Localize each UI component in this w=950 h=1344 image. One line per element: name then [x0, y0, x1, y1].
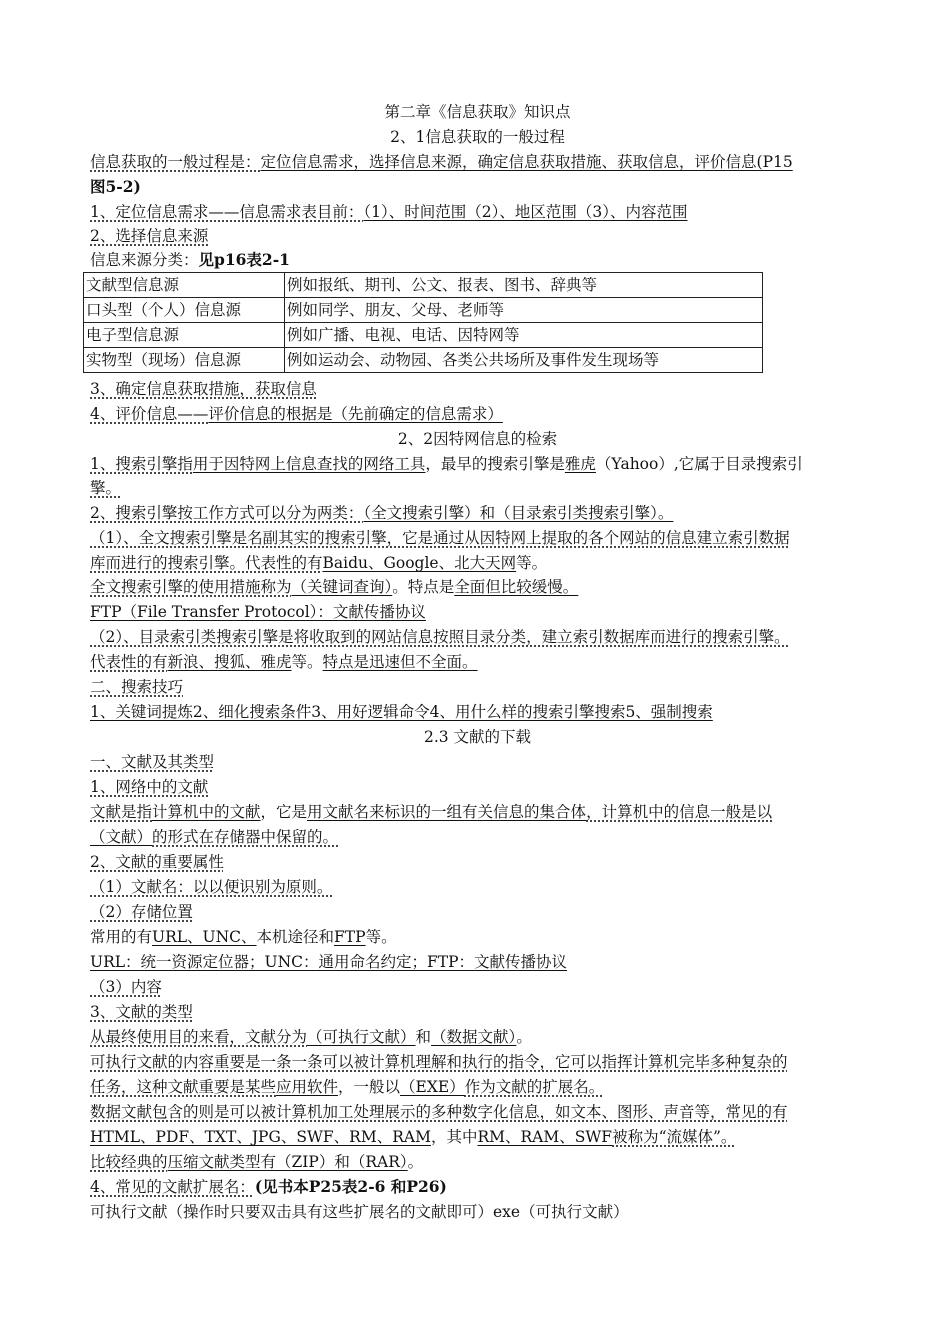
text: 2、搜索引擎按工作方式可以分为两类： — [90, 504, 364, 522]
text: 被称为“流媒体”。 — [612, 1128, 737, 1146]
text: 作为文献的扩展名。 — [464, 1078, 605, 1096]
text: 全文搜索引擎的使用措施称为 — [90, 578, 292, 596]
text-underlined: 应用软件 — [276, 1078, 339, 1096]
text: 。特点是 — [392, 578, 455, 596]
paragraph-data-formats — [90, 1125, 865, 1149]
text: 信息来源分类： — [90, 251, 199, 269]
table-row — [84, 273, 763, 298]
table-cell: 口头型（个人）信息源 — [84, 298, 285, 323]
source-table — [83, 272, 763, 373]
paragraph-file-kinds — [90, 1025, 865, 1049]
text-bold: (见书本P25表2-6 和P26) — [254, 1177, 447, 1196]
text: 等。 — [291, 653, 323, 671]
text: ，一般以 — [338, 1078, 401, 1096]
text-underlined: （全文搜索引擎）和（目录索引类搜索引擎）。 — [363, 504, 674, 522]
text: 4、评价信息—— — [90, 405, 209, 423]
search-tips-heading: 二、搜索技巧 — [90, 678, 184, 696]
text: 的形式在存储器中保留的。 — [152, 828, 339, 846]
paragraph-exe: 可执行文献（操作时只要双击具有这些扩展名的文献即可）exe（可执行文献） — [90, 1203, 629, 1221]
document-title: 第二章《信息获取》知识点 — [384, 103, 571, 121]
table-cell: 实物型（现场）信息源 — [84, 348, 285, 373]
text-underlined: 评价信息的根据是（先前确定的信息需求） — [208, 405, 503, 423]
text-underlined: 用文献名来标识的一组有关信息的集合体 — [307, 803, 587, 821]
text-underlined: URL、UNC、 — [152, 928, 257, 946]
paragraph-process-ref: 图5-2) — [90, 177, 141, 196]
text-underlined: （数据文献） — [431, 1028, 517, 1046]
text-underlined: 全面但比较缓慢。 — [454, 578, 579, 596]
text: 文献是指 — [90, 803, 153, 821]
text: 1、搜索引擎指 — [90, 455, 193, 473]
text-underlined: 新浪、搜狐、雅虎 — [167, 653, 292, 671]
text: 比较经典的 — [90, 1153, 168, 1171]
text-underlined: 定位信息需求，选择信息来源，确定信息获取措施、获取信息，评价信息(P15 — [260, 153, 793, 171]
search-tips-list: 1、关键词提炼2、细化搜索条件3、用好逻辑命令4、用什么样的搜索引擎搜索5、强制搜索 — [90, 703, 713, 721]
item-2: 2、选择信息来源 — [90, 227, 209, 245]
paragraph-compressed — [90, 1150, 865, 1174]
text: 从最终使用目的来看，文献分为 — [90, 1028, 308, 1046]
text-underlined: （EXE） — [400, 1078, 465, 1096]
text-underlined: （1）、时间范围（2）、地区范围（3）、内容范围 — [363, 203, 688, 221]
ftp-definition: FTP（File Transfer Protocol）：文献传播协议 — [90, 603, 426, 621]
paragraph-continued: 擎。 — [90, 479, 122, 497]
attribute-content: （3）内容 — [90, 978, 162, 996]
table-cell: 例如同学、朋友、父母、老师等 — [285, 298, 763, 323]
text-underlined: HTML、PDF、TXT、JPG、SWF、RM、RAM — [90, 1128, 431, 1146]
paragraph-fulltext-examples — [90, 551, 865, 575]
section-heading-2-1: 2、1信息获取的一般过程 — [390, 128, 565, 146]
table-cell: 例如广播、电视、电话、因特网等 — [285, 323, 763, 348]
paragraph-common-paths — [90, 925, 865, 949]
text-underlined: 压缩文献类型有（ZIP）和（RAR） — [167, 1153, 408, 1171]
text: 。 — [407, 1153, 424, 1171]
text-underlined: （关键词查询） — [291, 578, 393, 596]
paragraph-fulltext-method — [90, 575, 865, 599]
text: 1、定位信息需求——信息需求表目前： — [90, 203, 364, 221]
paragraph-process — [90, 150, 865, 174]
file-types-heading: 一、文献及其类型 — [90, 753, 215, 771]
text: ，最早的搜索引擎是 — [425, 455, 565, 473]
section-heading-2-3: 2.3 文献的下载 — [423, 728, 532, 746]
table-row — [84, 323, 763, 348]
text-underlined: 特点是迅速但不全面。 — [322, 653, 478, 671]
text: 4、常见的文献扩展名： — [90, 1178, 255, 1196]
path-definitions: URL：统一资源定位器；UNC：通用命名约定；FTP：文献传播协议 — [90, 953, 568, 971]
network-files-heading: 1、网络中的文献 — [90, 778, 209, 796]
source-classification — [90, 248, 865, 272]
paragraph-executable: 可执行文献的内容重要是一条一条可以被计算机理解和执行的指令，它可以指挥计算机完毕多种复杂的 — [90, 1053, 788, 1071]
paragraph-executable-ext — [90, 1075, 865, 1099]
text: ，计算机中的信息一般是以 — [586, 803, 773, 821]
paragraph-directory-examples — [90, 650, 865, 674]
text-underlined: （可执行文献） — [307, 1028, 416, 1046]
text-underlined: RM、RAM、SWF — [477, 1128, 613, 1146]
paragraph-fulltext: （1）、全文搜索引擎是名副其实的搜索引擎，它是通过从因特网上提取的各个网站的信息建立索引数据 — [90, 529, 790, 547]
text-underlined: Baidu、Google、北大天网 — [322, 554, 517, 572]
text: 。 — [516, 1028, 532, 1046]
text-underlined: 计算机中的文献 — [152, 803, 261, 821]
text-underlined: 雅虎 — [564, 455, 596, 473]
text: ，其中 — [430, 1128, 478, 1146]
text-bold: 见p16表2-1 — [198, 250, 290, 269]
paragraph-data-files: 数据文献包含的则是可以被计算机加工处理展示的多种数字化信息，如文本、图形、声音等，常见的有 — [90, 1103, 788, 1121]
text: 等。 — [516, 554, 548, 572]
text: 本机途径和 — [256, 928, 335, 946]
table-row — [84, 348, 763, 373]
item-4 — [90, 402, 865, 426]
text: 库而进行的搜索引擎。代表性的有 — [90, 554, 323, 572]
attribute-location: （2）存储位置 — [90, 903, 193, 921]
text: 信息获取的一般过程是： — [90, 153, 261, 171]
text: ，它是 — [260, 803, 308, 821]
text: 任务，这种文献重要是某些 — [90, 1078, 277, 1096]
text: 代表性的有 — [90, 653, 168, 671]
text-underlined: （文献） — [90, 828, 153, 846]
table-cell: 例如运动会、动物园、各类公共场所及事件发生现场等 — [285, 348, 763, 373]
text-underlined: FTP — [334, 928, 366, 946]
file-kinds-heading: 3、文献的类型 — [90, 1003, 193, 1021]
file-attributes-heading: 2、文献的重要属性 — [90, 853, 224, 871]
text: 等。 — [365, 928, 397, 946]
text-underlined: 用于因特网上信息查找的网络工具 — [192, 455, 426, 473]
table-cell: 文献型信息源 — [84, 273, 285, 298]
table-cell: 例如报纸、期刊、公文、报表、图书、辞典等 — [285, 273, 763, 298]
item-1 — [90, 200, 865, 224]
paragraph-directory: （2）、目录索引类搜索引擎是将收取到的网站信息按照目录分类，建立索引数据库而进行的搜索引擎。 — [90, 628, 790, 646]
table-row — [84, 298, 763, 323]
paragraph-file-storage — [90, 825, 865, 849]
table-cell: 电子型信息源 — [84, 323, 285, 348]
common-extensions-heading — [90, 1175, 865, 1199]
section-heading-2-2: 2、2因特网信息的检索 — [397, 430, 558, 448]
text: （Yahoo）,它属于目录搜索引 — [595, 455, 803, 473]
text: 和 — [415, 1028, 432, 1046]
paragraph-engine-types — [90, 501, 865, 525]
paragraph-file-definition — [90, 800, 865, 824]
text: 常用的有 — [90, 928, 153, 946]
paragraph-search-engine — [90, 452, 865, 476]
item-3: 3、确定信息获取措施，获取信息 — [90, 380, 317, 398]
attribute-name: （1）文献名：以以便识别为原则。 — [90, 878, 333, 896]
